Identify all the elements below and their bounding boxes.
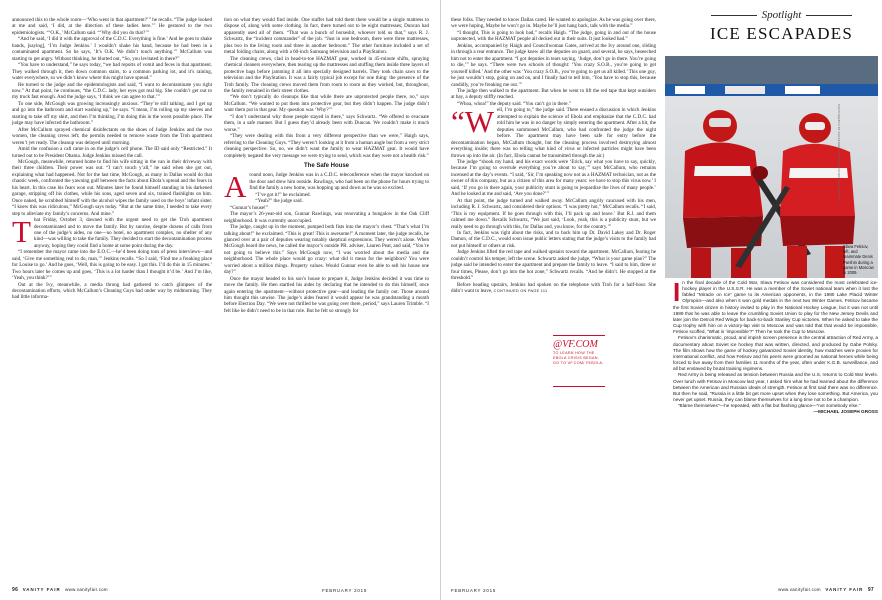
- paragraph: [224, 114, 429, 133]
- paragraph: [451, 88, 656, 101]
- paragraph-text: these folks. They needed to know Dallas cared. He wanted to apologize. As he was going over there, we were hoping, Maybe he won’t go in. Maybe he’ll just hang back, talk with the media.”: [451, 17, 656, 30]
- paragraph-text: “I don’t understand why those people stayed in there,” says Schwartz. “We offered to evacuate them, in a safe manner. But I guess they’d already been with Duncan. We couldn’t make it much worse.”: [224, 113, 429, 133]
- photo-credit: PHOTOGRAPH BY ALEXANDER DEMIANCHUK/REUTERS/CORBIS: [837, 104, 841, 201]
- paragraph-text: “I thought, This is going to look bad,” recalls Haigh. “The judge, going in and out of the house unprotected, with the HAZMAT people all decked out in their suits. It just looked bad.”: [451, 29, 656, 43]
- footer-right: [778, 587, 874, 593]
- paragraph-text: Red Army is being released as tension between Russia and the U.S. returns to Cold War levels. Over lunch with Fetisov in Moscow last year, I asked him what he had learned about the difference between the American and Russian ideals of strength. Fetisov at first said there was no difference. But then he said, “Russia is a little bit get more upset when they lose something. But America, you never get upset. Russia, they can blame themselves for a long time not to be a champion.: [673, 372, 878, 402]
- paragraph-text: announced this to the whole room—‘Who went in that apartment?’” he recalls. “The judge looked at me and said, ‘I did, at the direction of these ladies here.’” He gestured to the two epidemiologists. “‘O.K.,’ McCallum said. “‘Why did you do that?’”: [12, 17, 212, 36]
- sidebar-author: —MICHAEL JOSEPH GROSS: [813, 409, 878, 415]
- paragraph: [224, 211, 429, 224]
- column-1: [12, 17, 212, 582]
- magazine-url-right: www.vanityfair.com: [778, 587, 821, 592]
- paragraph: [12, 159, 212, 217]
- paragraph-text: Jenkins, accompanied by Haigh and Councilwoman Gates, arrived at the Ivy around one, sliding in through a rear entrance. The judge knew all the deputies on guard, and several, he says, beseeched him not to enter the apartment. “I got deputies in tears saying, ‘Judge, don’t go in there. You’re going to die,’” he says. “There were two schools of thought: ‘You crazy S.O.B., you’re going to get yourself killed.’ And the other was ‘You crazy S.O.B., you’re going to get us all killed.’ This one guy, he just wouldn’t stop, going on and on, and I finally had to tell him, ‘You have to stop this, because candidly, you’re freaking me out.’”: [451, 42, 656, 88]
- paragraph-text: At that point, the judge turned and walked away. McCallum angrily caucused with his men, including R. J. Schwartz, and considered their options. “I was pretty hot,” McCallum recalls. “I said, ‘This is my equipment. If he goes through with this, I’ll pack up and leave.’ But R.J. and them calmed me down.” Recalls Schwartz, “We just said, ‘Look, yeah, this is a publicity stunt, but we really need to go through with this, for Dallas and, you know, for the country.’”: [451, 197, 656, 230]
- paragraph: [224, 17, 429, 56]
- paragraph-text: In fact, Jenkins was right about the risks, and to back him up Dr. David Lakey and Dr. Roger Damon, of the C.D.C., would soon issue public letters stating that the judge’s visits to the family had not put himself or others at risk.: [451, 229, 656, 249]
- paragraph-text: “Blame themselves”—he repeated, with a flat but flashing glance—“not somebody else.”: [678, 403, 861, 409]
- section-heading: The Safe House: [303, 162, 349, 169]
- paragraph: [451, 43, 656, 88]
- paragraph-text: “They were dealing with this from a very different perspective than we were,” Haigh says, referring to the Cleaning Guys. “They weren’t looking at it from a human angle but from a very strict cleaning perspective. So, no, we didn’t want the family to wear HAZMAT gear. It would have completely negated the very message we were trying to send, which was they were not a health risk.”: [224, 133, 429, 159]
- paragraph-text: Out at the Ivy, meanwhile, a media throng had gathered to catch glimpses of the decontamination efforts, which McCallum’s Cleaning Guys had under way by midmorning. They had little informa-: [12, 281, 212, 301]
- paragraph-text: Fetisov’s charismatic, proud, and impish screen presence is the central attraction of Red Army, a documentary about Soviet ice hockey that was written, directed, and produced by Gabe Polsky. The film shows how the game of hockey galvanized Soviet identity, how matches were proxies for international conflict, and how Fetisov and his peers were groomed as national heroes while being forced to live away from their families 11 months of the year, often under K.G.B. surveillance, and all but enslaved by brutal training regimens.: [673, 335, 878, 372]
- paragraph: [12, 17, 212, 36]
- issue-date: FEBRUARY 2015: [322, 588, 368, 593]
- paragraph-text: The judge “shook my hand, and his exact words were ‘Erick, say what you have to say, quickly, because I’m going to overrule everything you’re about to say,’” says McCallum, who remains incensed at the day’s events. “I said, ‘Sir, I’m speaking now not as a HAZMAT technician, not as the owner of this company, but as a citizen of this area for many years: we have to stop this virus now.’ I said, ‘If you go in there again, your publicity stunt is going to jeopardize the lives of many people.’ And he looked at me and said, ‘Are you done?’”: [451, 158, 656, 198]
- paragraph: [451, 198, 656, 230]
- magazine-brand: VANITY FAIR: [22, 587, 61, 592]
- paragraph-text: Amid the confusion a call came in on the judge’s cell phone. The ID said only “Restricted.” It turned out to be President Obama. Judge Jenkins missed the call.: [12, 146, 212, 159]
- issue-date-right: FEBRUARY 2015: [451, 588, 497, 593]
- spotlight-title: ICE ESCAPADES: [710, 24, 853, 43]
- paragraph: [12, 127, 212, 146]
- paragraph-text: “I remember the mayor came into the E.O.C.—he’d been doing tons of press interviews—and said, ‘Give me something real to do, man,’” Jenkins recalls. “So I said, ‘Find me a freaking place for Louise to go.’ And he goes, ‘Well, this is going to be easy. I got this. I’ll do this in 15 minutes.’ Two hours later he comes up and goes, ‘This is a lot harder than I thought it’d be.’ And I’m like, ‘Yeah, you think?’”: [12, 249, 212, 282]
- paragraph-text: ell, I’m going to,” the judge said. There ensued a discussion in which Jenkins attempted to explain the science of Ebola and emphasize that the C.D.C. had told him he was in no danger by simply entering the apartment. After a bit, the deputies summoned McCallum, who had confronted the judge the night before. The apartment may have been safe for entry before the decontamination began, McCallum thought, but the cleaning process involved destroying almost everything inside; there was no telling what kind of virus or infected particles might have been thrown up into the air. (In fact, Ebola cannot be transmitted through the air.): [451, 107, 656, 159]
- magazine-url: www.vanityfair.com: [65, 587, 108, 592]
- promo-handle: @VF.COM: [553, 339, 598, 350]
- paragraph-text: Before heading upstairs, Jenkins had spoken on the telephone with Troh for a half-hour. She didn’t want to leave,: [451, 281, 656, 295]
- paragraph: [451, 159, 656, 198]
- page-number: 96: [12, 587, 19, 593]
- paragraph: [451, 282, 656, 295]
- continued-note: CONTINUED ON PAGE 111: [493, 289, 548, 294]
- paragraph-text: n the final decade of the Cold War, Slava Fetisov was considered the most celebrated ice-hockey player in the U.S.S.R. He was a member of the Soviet national team when it lost the fabled “Miracle on Ice” game to its American opponents, in the 1980 Lake Placid Winter Olympics—and also when it won gold medals in the next two Winter Games. Fetisov became the first Soviet citizen in history invited to play in the National Hockey League, but it was not until 1989 that he was able to leave the crumbling Soviet Union to play for the New Jersey Devils and later join the Detroit Red Wings for back-to-back Stanley Cup victories. When he asked to take the Cup trophy with him on a victory-lap visit to Moscow and was told that that would be impossible, Fetisov scoffed, “What is ‘impossible’?” Then he took the Cup to Moscow.: [673, 280, 878, 335]
- paragraph: [12, 282, 212, 301]
- paragraph: [451, 104, 656, 159]
- footer-left-date: [322, 588, 367, 593]
- paragraph-text: Once the mayor headed to his son’s house to prepare it, Judge Jenkins decided it was time to move the family. He then startled his aides by declaring that he intended to do this himself, once again entering the apartment—without protective gear—and leading the family out. Those around him thought this unwise. The judge’s aides feared it would appear he was grandstanding a month before Election Day. “We were not thrilled he was going over there, period,” says Lauren Trimble. “I felt like he didn’t need to be in that role. But he felt so strongly for: [224, 275, 429, 314]
- paragraph-text: After McCallum sprayed chemical disinfectants on the shoes of Judge Jenkins and the two women, the cleaning crews left; the permits needed to remove waste from the Troh apartment weren’t yet ready. The cleanup was delayed until morning.: [12, 126, 212, 146]
- spotlight-label: [685, 9, 878, 21]
- paragraph: [12, 36, 212, 62]
- paragraph: [224, 56, 429, 95]
- paragraph-text: “You have to understand,” he says today, “we had reports of vomit and feces in that apartment. They walked through it, then down common stairs, to a common parking lot, and it’s raining, water everywhere, so we didn’t know where this might have spread.”: [12, 62, 212, 82]
- paragraph: [12, 146, 212, 159]
- paragraph-text: Judge Jenkins lifted the red tape and walked upstairs toward the apartment. McCallum, fearing he couldn’t control his temper, left the scene. Schwartz asked the judge, “What is your game plan?” The judge said he intended to enter the apartment and prepare the family to leave. “I said to him, three or four times, Please, don’t go into the hot zone,” Schwartz recalls. “And he didn’t. He stopped at the threshold.”: [451, 249, 656, 282]
- hockey-photo: [665, 56, 878, 278]
- photo-caption: Slava Fetisov, left, and teammate Denis Parshin during a game in Moscow in 2009.: [843, 244, 874, 276]
- paragraph: [451, 17, 656, 30]
- paragraph: [673, 335, 878, 372]
- drop-cap: A: [224, 169, 247, 205]
- right-page: [441, 0, 882, 600]
- paragraph-text: “Yeah?” the judge said.: [255, 198, 303, 205]
- paragraph: [224, 224, 429, 276]
- paragraph: [673, 280, 878, 335]
- paragraph: [451, 230, 656, 249]
- paragraph-text: “Gunnar’s house!”: [230, 204, 268, 211]
- paragraph: [12, 249, 212, 281]
- paragraph: [451, 30, 656, 43]
- paragraph-text: He turned to the judge and the epidemiologists and said, “I want to decontaminate you right now.” At that point, he continues, “the C.D.C. lady, her eyes got real big. She couldn’t get out to my truck fast enough. And the judge says, ‘I think we can agree to that.’”: [12, 81, 212, 101]
- paragraph: [673, 403, 878, 415]
- paragraph: [224, 94, 429, 113]
- paragraph: [224, 276, 429, 315]
- footer-right-date: [451, 588, 496, 593]
- drop-cap: T: [12, 214, 31, 250]
- paragraph-text: “And he said, ‘I did it with the approval of the C.D.C. Everything is fine.’ And he goes to shake hands, [saying], ‘I’m Judge Jenkins.’ I wouldn’t shake his hand, because he had been in a contaminated apartment. So he says, ‘It’s O.K. We didn’t touch anything.’” McCallum was starting to get angry. Without thinking, he blurted out, “So, you levitated in there?”: [12, 36, 212, 62]
- column-2: [224, 17, 429, 582]
- paragraph-text: The mayor’s 26-year-old son, Gunnar Rawlings, was renovating a bungalow in the Oak Cliff neighborhood. It was currently unoccupied.: [224, 211, 429, 224]
- paragraph: [12, 82, 212, 101]
- paragraph-text: round noon, Judge Jenkins was in a C.D.C. teleconference when the mayor knocked on the door and drew him outside. Rawlings, who had been on the phone for hours trying to find the family a new home, was hopping up and down as he was so excited.: [249, 172, 429, 192]
- paragraph: [451, 249, 656, 281]
- paragraph: [12, 214, 212, 250]
- paragraph-text: “I’ve got it!” he exclaimed.: [255, 191, 311, 198]
- magazine-brand-right: VANITY FAIR: [825, 587, 864, 592]
- vf-promo-box: [553, 335, 605, 387]
- paragraph: [673, 372, 878, 403]
- paragraph-text: “We don’t typically do cleanups like that while there are unprotected people there, no,” says McCallum. “We wanted to put them into protective gear, but they didn’t happen. The judge didn’t want them put in that gear. My question was ‘Why?’”: [224, 94, 429, 114]
- paragraph: [12, 62, 212, 81]
- spotlight-word: Spotlight: [761, 9, 802, 21]
- paragraph: [224, 133, 429, 159]
- paragraph-text: McGough, meanwhile, returned home to find his wife sitting in the van in their driveway with their three children. Their power was out. “I can’t touch y’all,” he said when she got out, explaining what had happened. Not for the last time, McGough, as many in Dallas would do that chaotic week, confronted the yawning gulf between the facts about Ebola’s spread and the fears in his heart. In this case his fears won out. Minutes later he found himself standing in his darkened garage, stripping off his clothes, while his sons, aged seven and six, trained flashlights on him. Once naked, he scrubbed himself with the alcohol wipes the family used on the boys’ infant sister. “I knew this was ridiculous,” McGough says today. “But at the same time, I needed to take every step to alleviate my family’s concerns. And mine.”: [12, 158, 212, 217]
- paragraph-text: The judge then walked to the apartment. But when he went to lift the red tape that kept outsiders at bay, a deputy stiffly reached.: [451, 87, 656, 101]
- paragraph-text: To one side, McGough was growing increasingly anxious. “They’re still talking, and I get up and go into the bathroom and start washing up,” he says. “I mean, I’m rolling up my sleeves and starting to take off my shirt, and then I’m thinking, I’m doing this in the worst possible place. The judge may have infected the bathroom.”: [12, 100, 212, 127]
- spotlight-sidebar: [665, 8, 878, 594]
- paragraph-text: The judge, caught up in the moment, pumped both fists into the mayor’s chest. “That’s what I’m talking about!” he exclaimed. “This is great! This is awesome!” A moment later, the judge recalls, he glanced over at a pair of deputies wearing notably skeptical expressions. They weren’t alone. When McGough heard the news, he called the mayor’s outside PR. adviser, Lauren Peat, and said, “You’re not going to believe this.” Says McGough now, “I was worried about the media and the neighborhood. The whole place would go crazy: what did it mean for the neighbors? You were worried about a million things. Property values. Would Gunnar even be able to sell his house one day?”: [224, 224, 429, 276]
- paragraph-text: “Whoa, whoa!” the deputy said. “You can’t go in there.”: [457, 100, 572, 107]
- paragraph: [12, 101, 212, 127]
- drop-cap: “W: [451, 104, 495, 140]
- sidebar-body: [673, 280, 878, 580]
- column-3: [451, 17, 656, 582]
- paragraph-text: The cleaning crews, clad in head-to-toe HAZMAT gear, worked in 45-minute shifts, spraying chemical cleaners everywhere, then tearing up the mattresses and stuffing them inside three layers of protective bags before jamming it all into specially designed barrels. They took chain saws to the television and the PlayStation. It was a fairly typical job except for one thing: the presence of the Troh family. The cleaning crews moved them from room to room as they worked, but, throughout, the family remained in their street clothes.: [224, 55, 429, 94]
- page-number-right: 97: [867, 587, 874, 593]
- paragraph-text: hat Friday, October 3, dawned with the urgent need to get the Troh apartment decontaminated and to move the family. But by sunrise, despite dozens of calls from one of the judge’s aides, no one—no hotel, no apartment complex, no shelter of any kind—was willing to take the family. They decided to start the decontamination process anyway, hoping they could find a home at some point during the day.: [33, 217, 212, 249]
- footer-left: [12, 587, 108, 593]
- promo-text: TO LEARN HOW THE EBOLA CRISIS BEGAN, GO TO VF.COM/ FEBOLA.: [553, 351, 604, 365]
- paragraph-text: tion on what they would find inside. One staffer had told them there would be a single mattress to dispose of, along with some clothing. In fact, there turned out to be eight mattresses; Duncan had apparently used all of them. “That was a bunch of horseshit, whoever told us that,” says R. J. Schwartz, the “incident commander” of the job. “Just in one bedroom, there were three mattresses, plus two in the living room and three in another bedroom.” The other furniture included a set of metal folding chairs, along with a 60-inch Samsung television and a PlayStation.: [224, 17, 429, 56]
- drop-cap: I: [673, 280, 681, 307]
